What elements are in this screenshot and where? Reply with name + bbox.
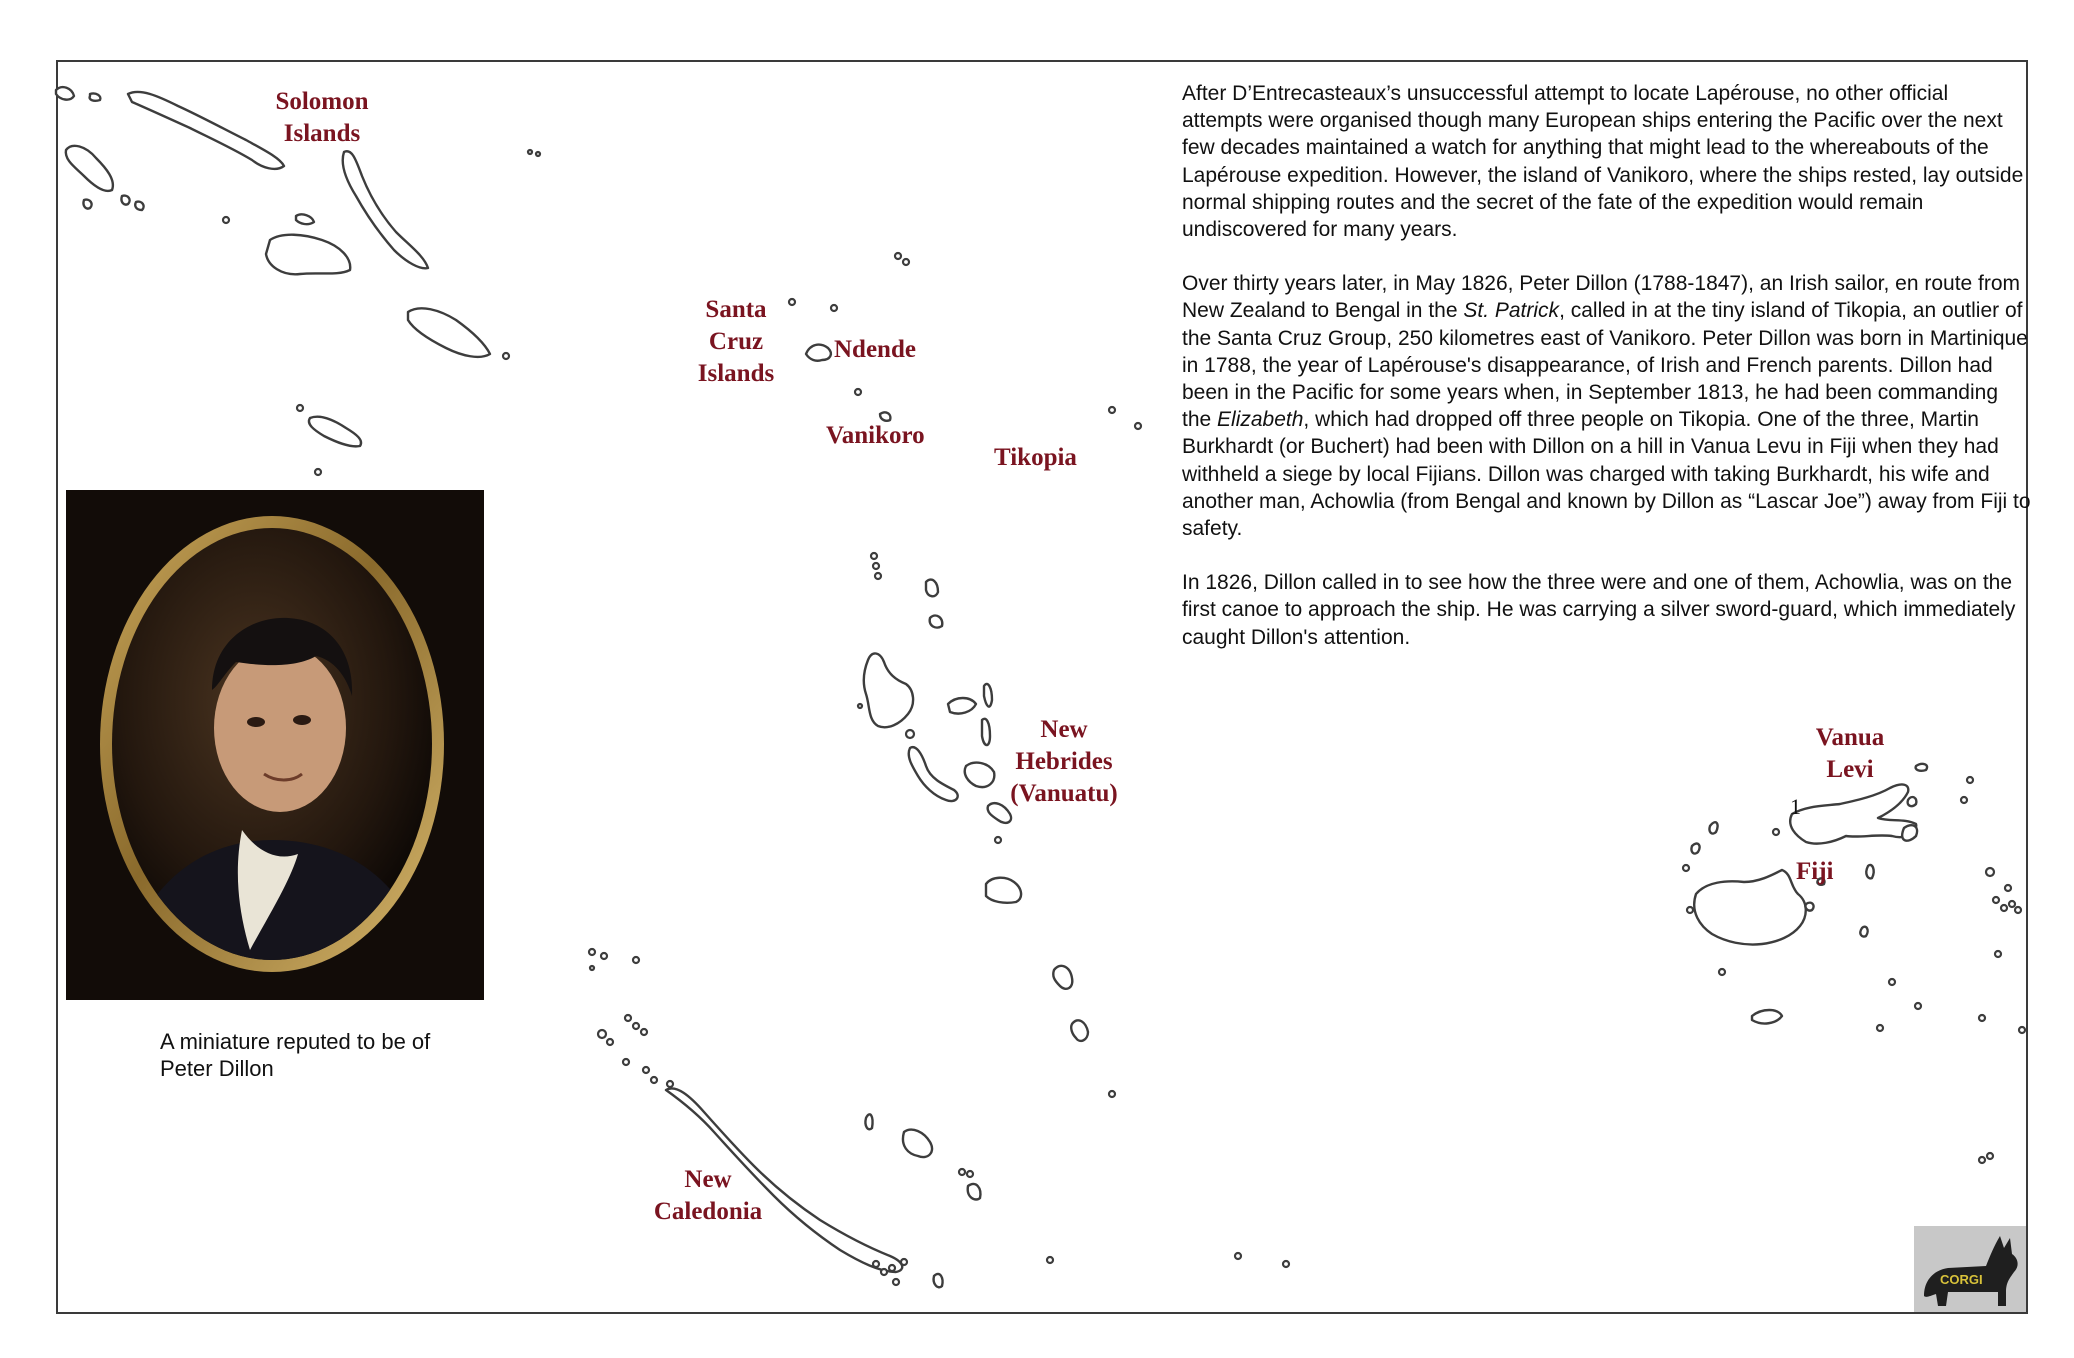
islet bbox=[651, 1077, 657, 1083]
island-shape bbox=[343, 151, 428, 268]
logo-text: CORGI bbox=[1940, 1272, 1983, 1287]
portrait-illustration bbox=[66, 490, 484, 1000]
islet bbox=[2009, 901, 2015, 907]
islet bbox=[1995, 951, 2001, 957]
islet bbox=[875, 573, 881, 579]
island-shape bbox=[90, 93, 101, 100]
island-shape bbox=[930, 616, 943, 628]
island-shape bbox=[121, 196, 129, 205]
islet bbox=[590, 966, 594, 970]
site-marker: 1 bbox=[1790, 794, 1801, 819]
island-shape bbox=[408, 308, 490, 357]
malakula-shape bbox=[909, 747, 958, 801]
islet bbox=[1979, 1157, 1985, 1163]
islet bbox=[315, 469, 321, 475]
islet bbox=[503, 353, 509, 359]
islet bbox=[1283, 1261, 1289, 1267]
efate-shape bbox=[986, 878, 1021, 903]
islet bbox=[871, 553, 877, 559]
island-shape bbox=[934, 1274, 943, 1287]
corgi-icon bbox=[1914, 1226, 2026, 1312]
portrait-caption: A miniature reputed to be of Peter Dillon bbox=[160, 1029, 431, 1081]
ndende-island-shape bbox=[806, 345, 831, 361]
islet bbox=[625, 1015, 631, 1021]
islet bbox=[1979, 1015, 1985, 1021]
islet bbox=[873, 563, 879, 569]
island-shape bbox=[309, 417, 361, 447]
island-shape bbox=[1860, 927, 1867, 937]
taveuni-shape bbox=[1902, 825, 1917, 840]
islet bbox=[1993, 897, 1999, 903]
islet bbox=[2019, 1027, 2025, 1033]
islet bbox=[633, 1023, 639, 1029]
label-tikopia: Tikopia bbox=[994, 444, 1077, 471]
islet bbox=[633, 957, 639, 963]
islet bbox=[789, 299, 795, 305]
islet bbox=[598, 1030, 606, 1038]
islet bbox=[1967, 777, 1973, 783]
island-shape bbox=[1691, 844, 1699, 854]
islet bbox=[895, 253, 901, 259]
narrative-text bbox=[1182, 80, 2032, 678]
islet bbox=[901, 1259, 907, 1265]
island-shape bbox=[865, 1114, 872, 1129]
islet bbox=[906, 730, 914, 738]
viti-levu-shape bbox=[1694, 870, 1806, 945]
paragraph: In 1826, Dillon called in to see how the three were and one of them, Achowlia, was on the first canoe to approach the ship. He was carrying a silver sword-guard, which immediately caught Dillon's attention. bbox=[1182, 571, 2016, 649]
new-hebrides-coastlines bbox=[858, 553, 1115, 1097]
label-new-hebrides: New Hebrides (Vanuatu) bbox=[1010, 716, 1118, 807]
islet bbox=[1047, 1257, 1053, 1263]
islet bbox=[601, 953, 607, 959]
islet bbox=[831, 305, 837, 311]
island-shape bbox=[1916, 764, 1927, 771]
islet bbox=[1877, 1025, 1883, 1031]
label-santa-cruz-islands: Santa Cruz Islands bbox=[697, 296, 775, 387]
island-shape bbox=[1053, 966, 1072, 989]
islet bbox=[1683, 865, 1689, 871]
islet bbox=[1773, 829, 1779, 835]
label-vanikoro: Vanikoro bbox=[826, 422, 925, 449]
islet bbox=[1889, 979, 1895, 985]
island-shape bbox=[1752, 1010, 1782, 1023]
islet bbox=[1235, 1253, 1241, 1259]
islet bbox=[855, 389, 861, 395]
islet bbox=[297, 405, 303, 411]
island-shape bbox=[926, 580, 938, 597]
island-shape bbox=[66, 146, 113, 191]
islet bbox=[1961, 797, 1967, 803]
islet bbox=[889, 1265, 895, 1271]
island-shape bbox=[296, 214, 314, 224]
islet bbox=[623, 1059, 629, 1065]
islet bbox=[1915, 1003, 1921, 1009]
island-shape bbox=[135, 202, 143, 210]
corgi-logo bbox=[1914, 1226, 2026, 1312]
islet bbox=[1986, 868, 1994, 876]
island-shape bbox=[965, 763, 995, 787]
lifou-shape bbox=[903, 1130, 932, 1157]
label-vanua-levi: Vanua Levi bbox=[1815, 724, 1885, 783]
vanua-levu-shape bbox=[1790, 785, 1916, 844]
new-caledonia-coastlines bbox=[589, 949, 1289, 1287]
tanna-shape bbox=[1071, 1020, 1088, 1041]
island-shape bbox=[984, 684, 992, 707]
island-shape bbox=[56, 87, 74, 100]
island-shape bbox=[83, 200, 91, 209]
paragraph: Over thirty years later, in May 1826, Peter Dillon (1788-1847), an Irish sailor, en route from New Zealand to Bengal in the St. Patrick, called in at the tiny island of Tikopia, an outlier of the Santa Cruz Group, 250 kilometres east of Vanikoro. Peter Dillon was born in Martinique in 1788, the year of Lapérouse's disappearance, of Irish and French parents. Dillon had been in the Pacific for some years when, in September 1813, he had been commanding the Elizabeth, which had dropped off three people on Tikopia. One of the three, Martin Burkhardt (or Buchert) had been with Dillon on a hill in Vanua Levu in Fiji when they had withheld a siege by local Fijians. Dillon was charged with taking Burkhardt, his wife and another man, Achowlia (from Bengal and known by Dillon as “Lascar Joe”) away from Fiji to safety. bbox=[1182, 272, 2031, 541]
islet bbox=[2015, 907, 2021, 913]
islet bbox=[2001, 905, 2007, 911]
islet bbox=[959, 1169, 965, 1175]
label-solomon-islands: Solomon Islands bbox=[275, 88, 369, 147]
island-shape bbox=[128, 92, 284, 169]
label-ndende: Ndende bbox=[834, 336, 916, 363]
islet bbox=[1719, 969, 1725, 975]
islet bbox=[607, 1039, 613, 1045]
paragraph: After D’Entrecasteaux’s unsuccessful attempt to locate Lapérouse, no other official attempts were organised though many European ships entering the Pacific over the next few decades maintained a watch for anything that might lead to the whereabouts of the Lapérouse expedition. However, the island of Vanikoro, where the ships rested, lay outside normal shipping routes and the secret of the fate of the expedition would remain undiscovered for many years. bbox=[1182, 82, 2024, 242]
islet bbox=[881, 1269, 887, 1275]
island-shape bbox=[266, 235, 350, 275]
islet bbox=[2005, 885, 2011, 891]
island-shape bbox=[1709, 822, 1717, 833]
islet bbox=[858, 704, 862, 708]
island-shape bbox=[1866, 865, 1873, 878]
islet bbox=[967, 1171, 973, 1177]
islet bbox=[873, 1261, 879, 1267]
islet bbox=[223, 217, 229, 223]
island-shape bbox=[1805, 903, 1813, 911]
islet bbox=[643, 1067, 649, 1073]
islet bbox=[536, 152, 540, 156]
islet bbox=[1987, 1153, 1993, 1159]
island-shape bbox=[1908, 797, 1917, 806]
espiritu-santo-shape bbox=[864, 653, 913, 727]
islet bbox=[903, 259, 909, 265]
mare-shape bbox=[968, 1184, 981, 1200]
islet bbox=[528, 150, 532, 154]
islet bbox=[589, 949, 595, 955]
islet bbox=[641, 1029, 647, 1035]
tikopia-islet bbox=[1109, 407, 1115, 413]
islet bbox=[1135, 423, 1141, 429]
island-shape bbox=[948, 698, 976, 714]
islet bbox=[995, 837, 1001, 843]
islet bbox=[667, 1081, 673, 1087]
label-new-caledonia: New Caledonia bbox=[653, 1166, 763, 1225]
islet bbox=[893, 1279, 899, 1285]
label-fiji: Fiji bbox=[1796, 858, 1834, 885]
fiji-coastlines bbox=[1683, 764, 2025, 1163]
islet bbox=[1687, 907, 1693, 913]
portrait-image bbox=[66, 490, 484, 1000]
islet bbox=[1109, 1091, 1115, 1097]
island-shape bbox=[982, 719, 990, 745]
